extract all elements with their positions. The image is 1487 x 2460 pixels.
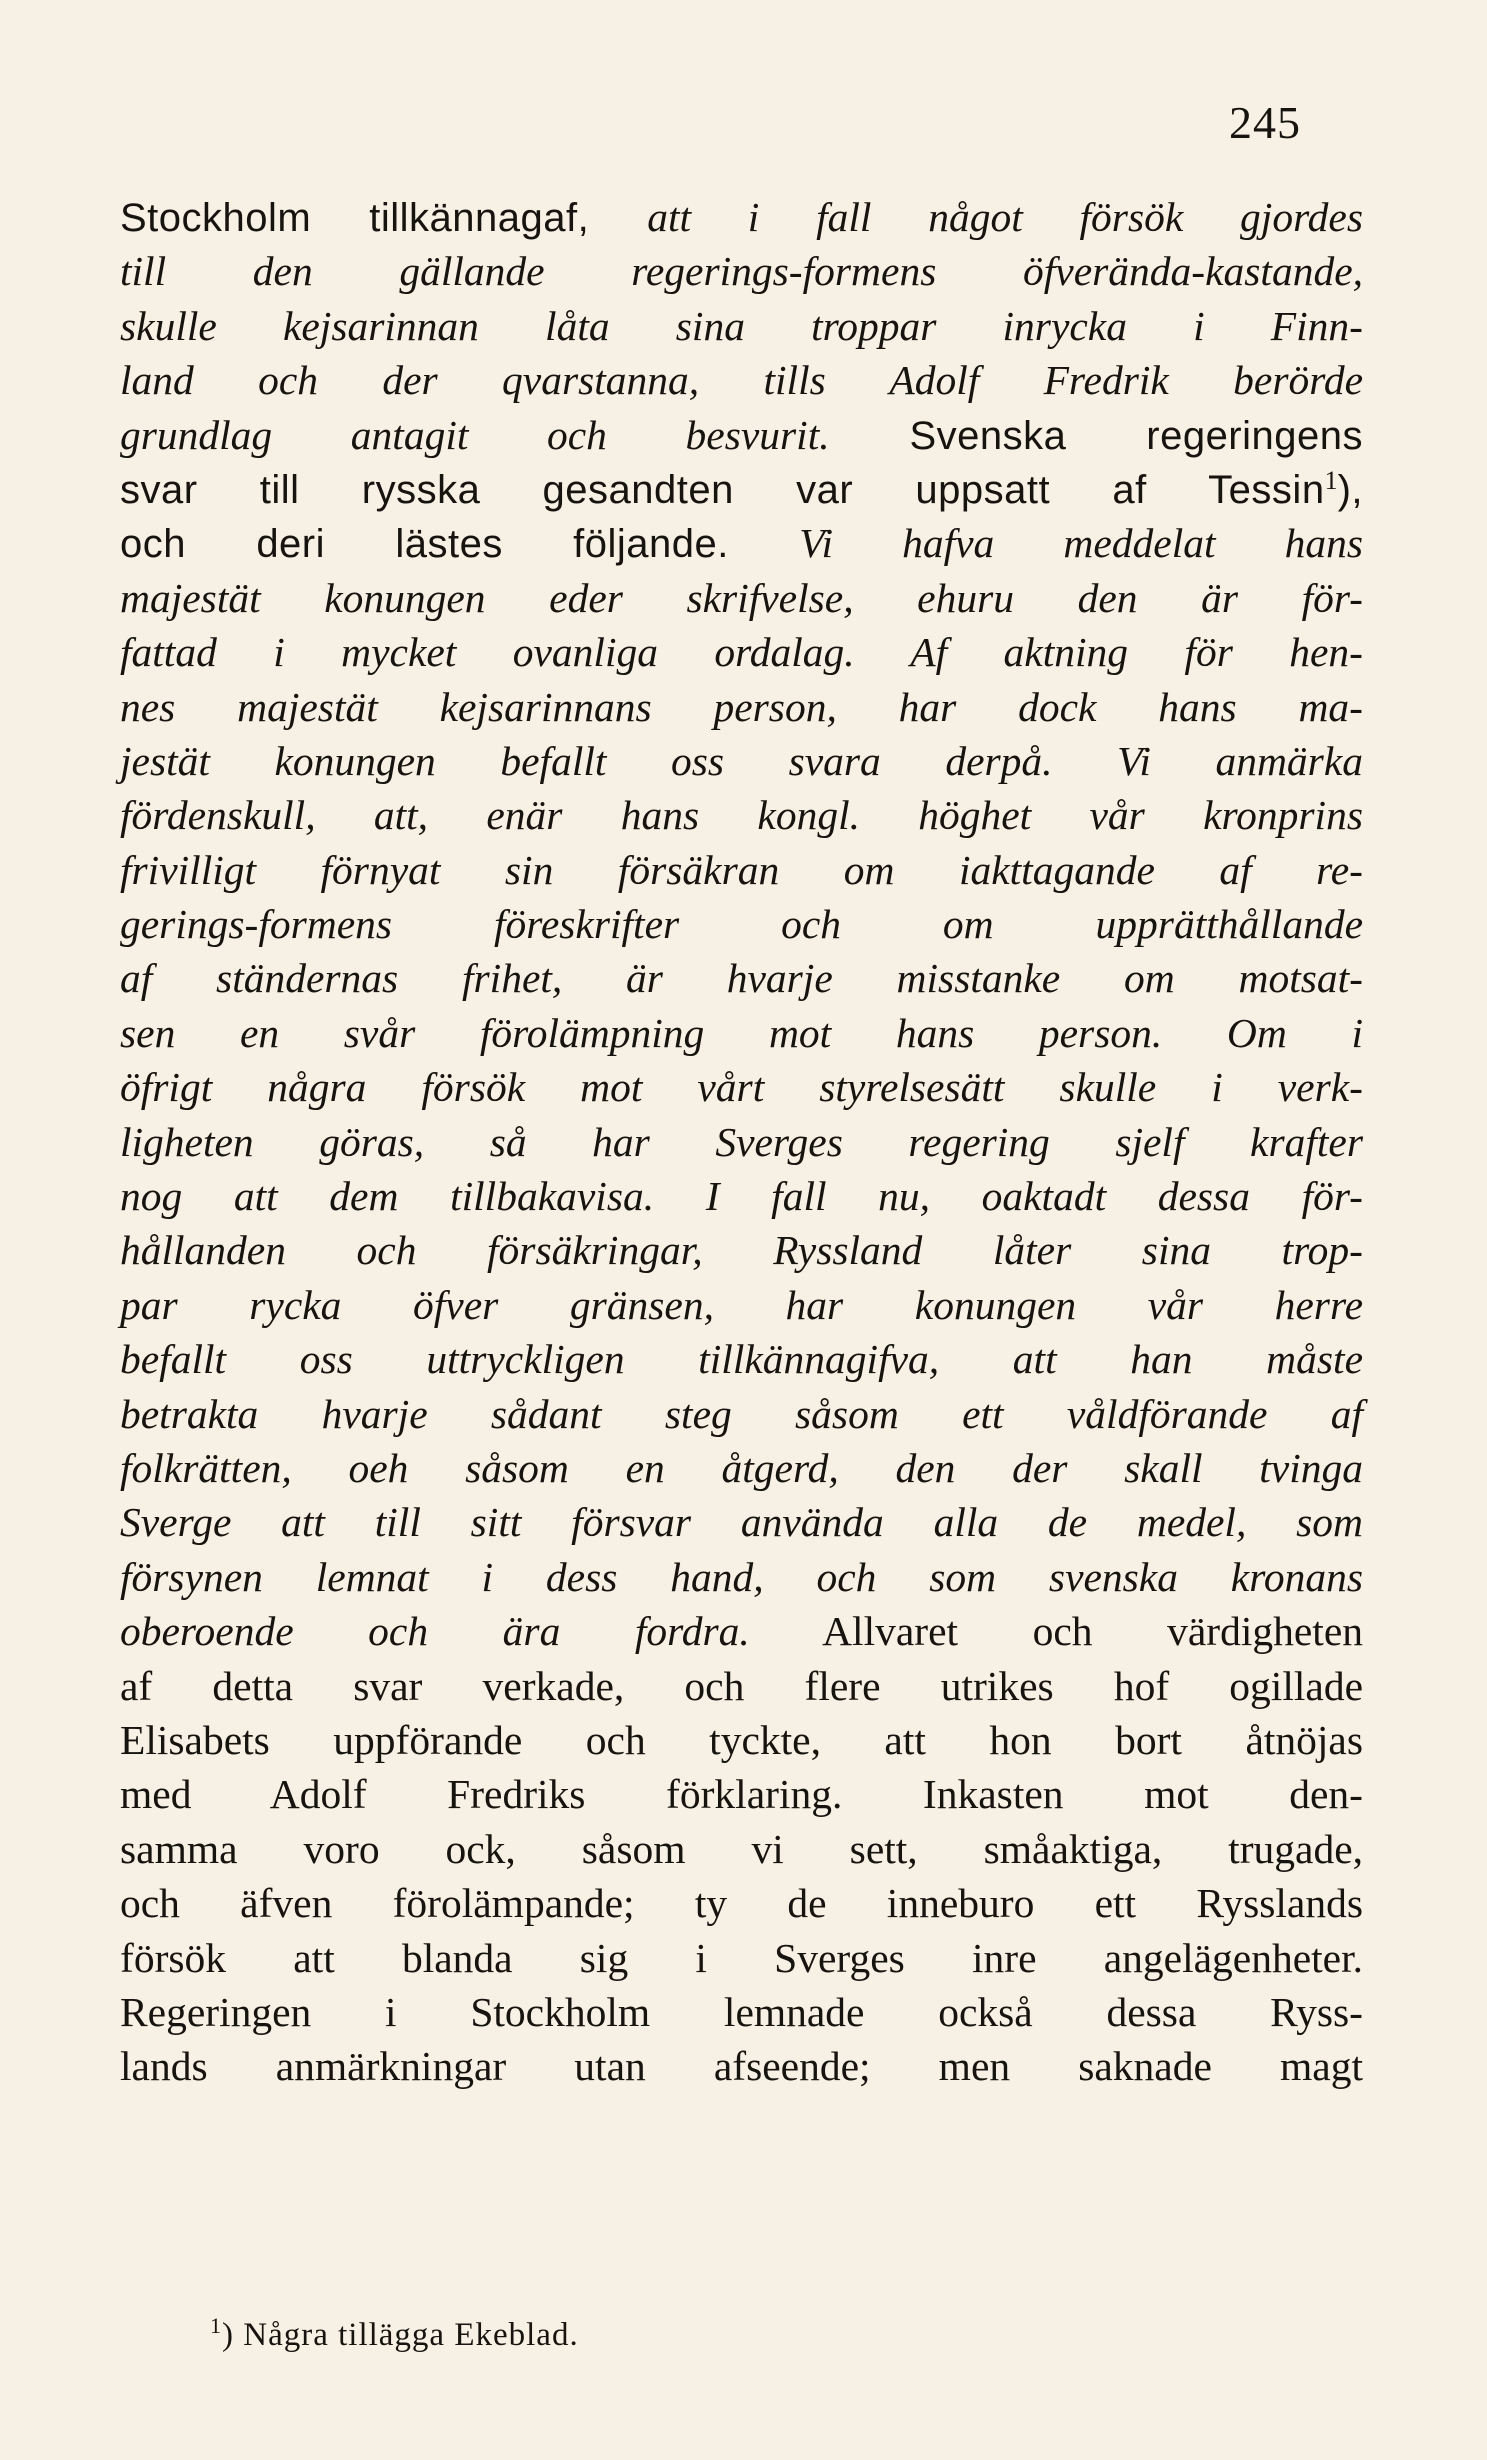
- text-segment: af detta svar verkade, och flere utrikes hof ogillade: [120, 1662, 1363, 1709]
- italic-text: par rycka öfver gränsen, har konungen vår herre: [120, 1281, 1363, 1328]
- text-line: [120, 1713, 1363, 1767]
- italic-text: grundlag antagit och besvurit.: [120, 411, 830, 458]
- italic-text: ligheten göras, så har Sverges regering sjelf krafter: [120, 1118, 1363, 1165]
- text-line: [120, 299, 1363, 353]
- text-segment: samma voro ock, såsom vi sett, småaktiga, trugade,: [120, 1825, 1363, 1872]
- text-line: [120, 1278, 1363, 1332]
- italic-text: nog att dem tillbakavisa. I fall nu, oaktadt dessa för-: [120, 1173, 1363, 1220]
- text-line: [120, 1115, 1363, 1169]
- text-segment: med Adolf Fredriks förklaring. Inkasten mot den-: [120, 1771, 1363, 1818]
- italic-text: sen en svår förolämpning mot hans person. Om i: [120, 1009, 1363, 1056]
- text-segment: och äfven förolämpande; ty de inneburo ett Rysslands: [120, 1880, 1363, 1927]
- text-line: [120, 1169, 1363, 1223]
- italic-text: öfrigt några försök mot vårt styrelsesätt skulle i verk-: [120, 1064, 1363, 1111]
- text-line: [120, 734, 1363, 788]
- text-line: [120, 951, 1363, 1005]
- text-segment: Allvaret och värdigheten: [749, 1608, 1363, 1655]
- text-line: [120, 1659, 1363, 1713]
- footnote-mark: 1: [210, 2313, 222, 2338]
- italic-text: befallt oss uttryckligen tillkännagifva, att han måste: [120, 1336, 1363, 1383]
- text-line: [120, 2039, 1363, 2093]
- text-line: [120, 1060, 1363, 1114]
- italic-text: hållanden och försäkringar, Ryssland låter sina trop-: [120, 1227, 1363, 1274]
- text-line: [120, 1604, 1363, 1658]
- text-segment: Svenska regeringens: [829, 413, 1364, 458]
- text-line: [120, 680, 1363, 734]
- italic-text: majestät konungen eder skrifvelse, ehuru den är för-: [120, 574, 1363, 621]
- text-line: [120, 1332, 1363, 1386]
- italic-text: till den gällande regerings-formens öfverända-kastande,: [120, 248, 1363, 295]
- text-line: [120, 1387, 1363, 1441]
- text-line: [120, 1006, 1363, 1060]
- text-line: [120, 625, 1363, 679]
- footnote: [210, 2313, 579, 2354]
- text-line: [120, 1550, 1363, 1604]
- italic-text: betrakta hvarje sådant steg såsom ett våldförande af: [120, 1390, 1363, 1437]
- text-segment: ),: [1337, 467, 1363, 512]
- text-segment: försök att blanda sig i Sverges inre angelägenheter.: [120, 1934, 1363, 1981]
- text-line: [120, 353, 1363, 407]
- text-line: [120, 1985, 1363, 2039]
- italic-text: fattad i mycket ovanliga ordalag. Af aktning för hen-: [120, 629, 1363, 676]
- footnote-text: ) Några tillägga Ekeblad.: [222, 2317, 579, 2353]
- text-line: [120, 244, 1363, 298]
- italic-text: att i fall något försök gjordes: [647, 194, 1363, 240]
- text-line: [120, 408, 1363, 462]
- text-line: [120, 462, 1363, 516]
- italic-text: frivilligt förnyat sin försäkran om iakttagande af re-: [120, 846, 1363, 893]
- italic-text: jestät konungen befallt oss svara derpå. Vi anmärka: [120, 737, 1363, 784]
- text-line: [120, 843, 1363, 897]
- text-segment: och deri lästes följande.: [120, 522, 800, 567]
- text-line: [120, 1495, 1363, 1549]
- italic-text: oberoende och ära fordra.: [120, 1608, 750, 1655]
- text-segment: Regeringen i Stockholm lemnade också dessa Ryss-: [120, 1988, 1363, 2035]
- italic-text: skulle kejsarinnan låta sina troppar inrycka i Finn-: [120, 302, 1363, 349]
- page-number: 245: [1229, 97, 1301, 148]
- text-segment: svar till rysska gesandten var uppsatt af Tessin: [120, 467, 1325, 512]
- italic-text: fördenskull, att, enär hans kongl. höghet vår kronprins: [120, 792, 1363, 839]
- text-segment: Elisabets uppförande och tyckte, att hon bort åtnöjas: [120, 1716, 1363, 1763]
- text-line: [120, 1822, 1363, 1876]
- italic-text: Sverge att till sitt försvar använda alla de medel, som: [120, 1499, 1363, 1546]
- italic-text: af ständernas frihet, är hvarje misstanke om motsat-: [120, 955, 1363, 1002]
- text-line: [120, 897, 1363, 951]
- italic-text: gerings-formens föreskrifter och om upprätthållande: [120, 901, 1363, 948]
- italic-text: försynen lemnat i dess hand, och som svenska kronans: [120, 1553, 1363, 1600]
- text-line: [120, 1931, 1363, 1985]
- italic-text: nes majestät kejsarinnans person, har dock hans ma-: [120, 683, 1363, 730]
- text-line: [120, 1223, 1363, 1277]
- text-line: [120, 571, 1363, 625]
- text-line: [120, 190, 1363, 244]
- body-text: [120, 190, 1363, 2094]
- text-line: [120, 1876, 1363, 1930]
- text-segment: Stockholm tillkännagaf,: [120, 196, 648, 240]
- italic-text: Vi hafva meddelat hans: [799, 520, 1363, 567]
- footnote-reference: 1: [1324, 465, 1338, 495]
- italic-text: folkrätten, oeh såsom en åtgerd, den der skall tvinga: [120, 1444, 1363, 1491]
- italic-text: land och der qvarstanna, tills Adolf Fredrik berörde: [120, 357, 1363, 404]
- text-line: [120, 1441, 1363, 1495]
- text-line: [120, 516, 1363, 570]
- text-segment: lands anmärkningar utan afseende; men saknade magt: [120, 2043, 1363, 2090]
- text-line: [120, 1767, 1363, 1821]
- text-line: [120, 788, 1363, 842]
